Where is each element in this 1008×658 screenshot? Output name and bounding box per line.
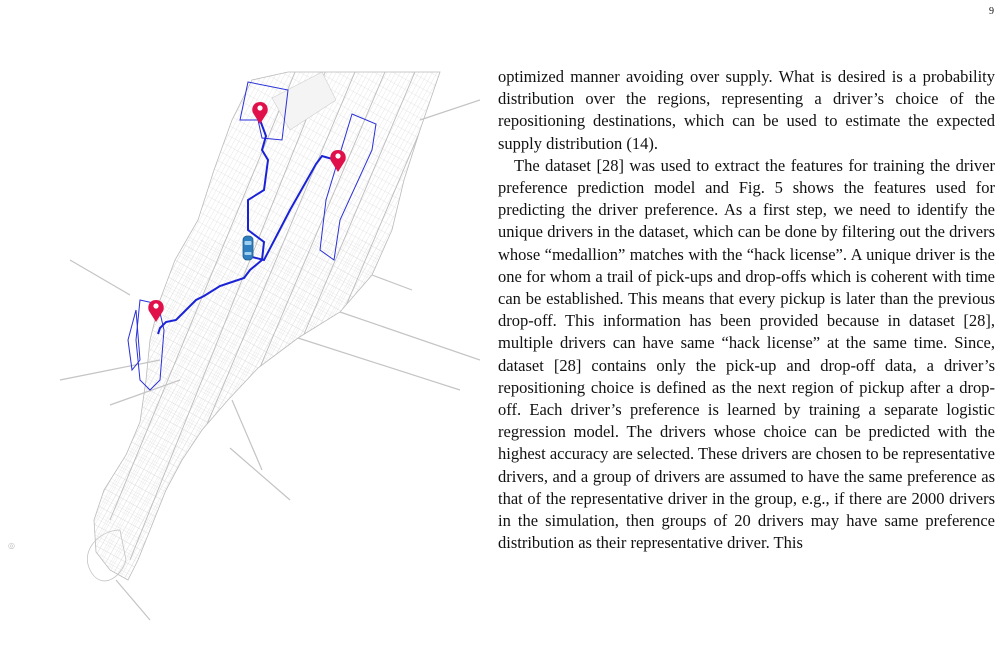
- body-text: [498, 66, 995, 554]
- paragraph: The dataset [28] was used to extract the features for training the driver preference prediction model and Fig. 5 shows the features used for predicting the driver preference. As a first step, we need to identify the unique drivers in the dataset, which can be done by filtering out the drivers whose “medallion” matches with the “hack license”. A unique driver is the one for whom a trail of pick-ups and drop-offs which is coherent with time can be established. This means that every pickup is later than the previous drop-off. This information has been provided because in dataset [28], multiple drivers can have same “hack license” at the same time. Since, dataset [28] contains only the pick-up and drop-off data, a driver’s repositioning choice is defined as the next region of pickup after a drop-off. Each driver’s preference is learned by training a separate logistic regression model. The drivers whose choice can be predicted with the highest accuracy are selected. These drivers are chosen to be representative drivers, and a group of drivers are assumed to have the same preference as that of the representative driver in the group, e.g., if there are 2000 drivers in the simulation, then groups of 20 drivers may have same preference distribution as their representative driver. This: [498, 155, 995, 553]
- svg-text:◎: ◎: [8, 541, 15, 550]
- manhattan-map: [0, 60, 480, 658]
- paragraph: optimized manner avoiding over supply. What is desired is a probability distribution over the regions, representing a driver’s choice of the repositioning destinations, which can be used to estimate the expected supply distribution (14).: [498, 67, 995, 153]
- page-number: 9: [989, 6, 994, 17]
- car-icon: [243, 236, 253, 260]
- map-figure: [0, 60, 480, 658]
- street-grid: [0, 60, 480, 658]
